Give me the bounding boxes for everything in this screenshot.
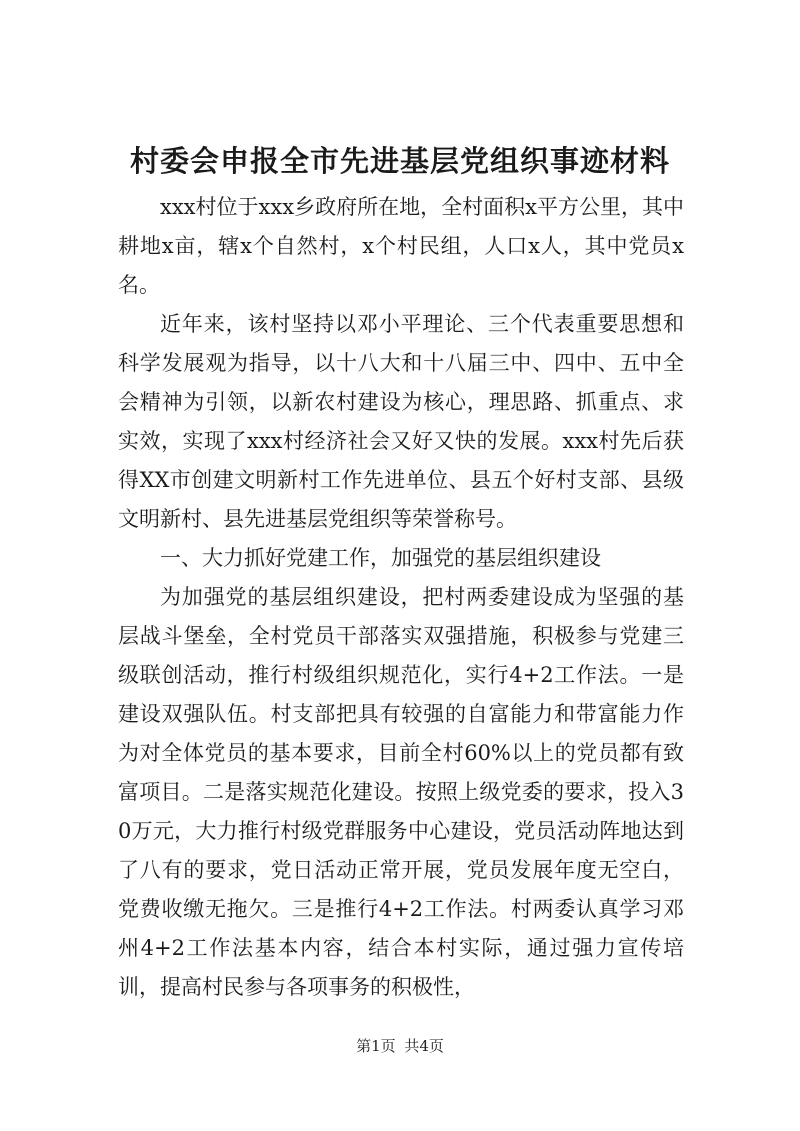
document-body	[118, 188, 684, 1007]
page-number: 第1页	[356, 1037, 396, 1055]
section-heading: 一、大力抓好党建工作，加强党的基层组织建设	[160, 546, 601, 570]
paragraph-intro: xxx村位于xxx乡政府所在地，全村面积x平方公里，其中耕地x亩，辖x个自然村，x个村民组，人口x人，其中党员x名。	[118, 195, 684, 297]
paragraph-section-one: 为加强党的基层组织建设，把村两委建设成为坚强的基层战斗堡垒，全村党员干部落实双强措施，积极参与党建三级联创活动，推行村级组织规范化，实行4+2工作法。一是建设双强队伍。村支部把具有较强的自富能力和带富能力作为对全体党员的基本要求，目前全村60%以上的党员都有致富项目。二是落实规范化建设。按照上级党委的要求，投入30万元，大力推行村级党群服务中心建设，党员活动阵地达到了八有的要求，党日活动正常开展，党员发展年度无空白，党费收缴无拖欠。三是推行4+2工作法。村两委认真学习邓州4+2工作法基本内容，结合本村实际，通过强力宣传培训，提高村民参与各项事务的积极性，	[118, 585, 684, 999]
document-title: 村委会申报全市先进基层党组织事迹材料	[129, 144, 670, 178]
page-footer	[0, 1036, 800, 1056]
page-total: 共4页	[404, 1037, 444, 1055]
paragraph-overview: 近年来，该村坚持以邓小平理论、三个代表重要思想和科学发展观为指导，以十八大和十八届三中、四中、五中全会精神为引领，以新农村建设为核心，理思路、抓重点、求实效，实现了xxx村经济社会又好又快的发展。xxx村先后获得XX市创建文明新村工作先进单位、县五个好村支部、县级文明新村、县先进基层党组织等荣誉称号。	[118, 312, 684, 531]
